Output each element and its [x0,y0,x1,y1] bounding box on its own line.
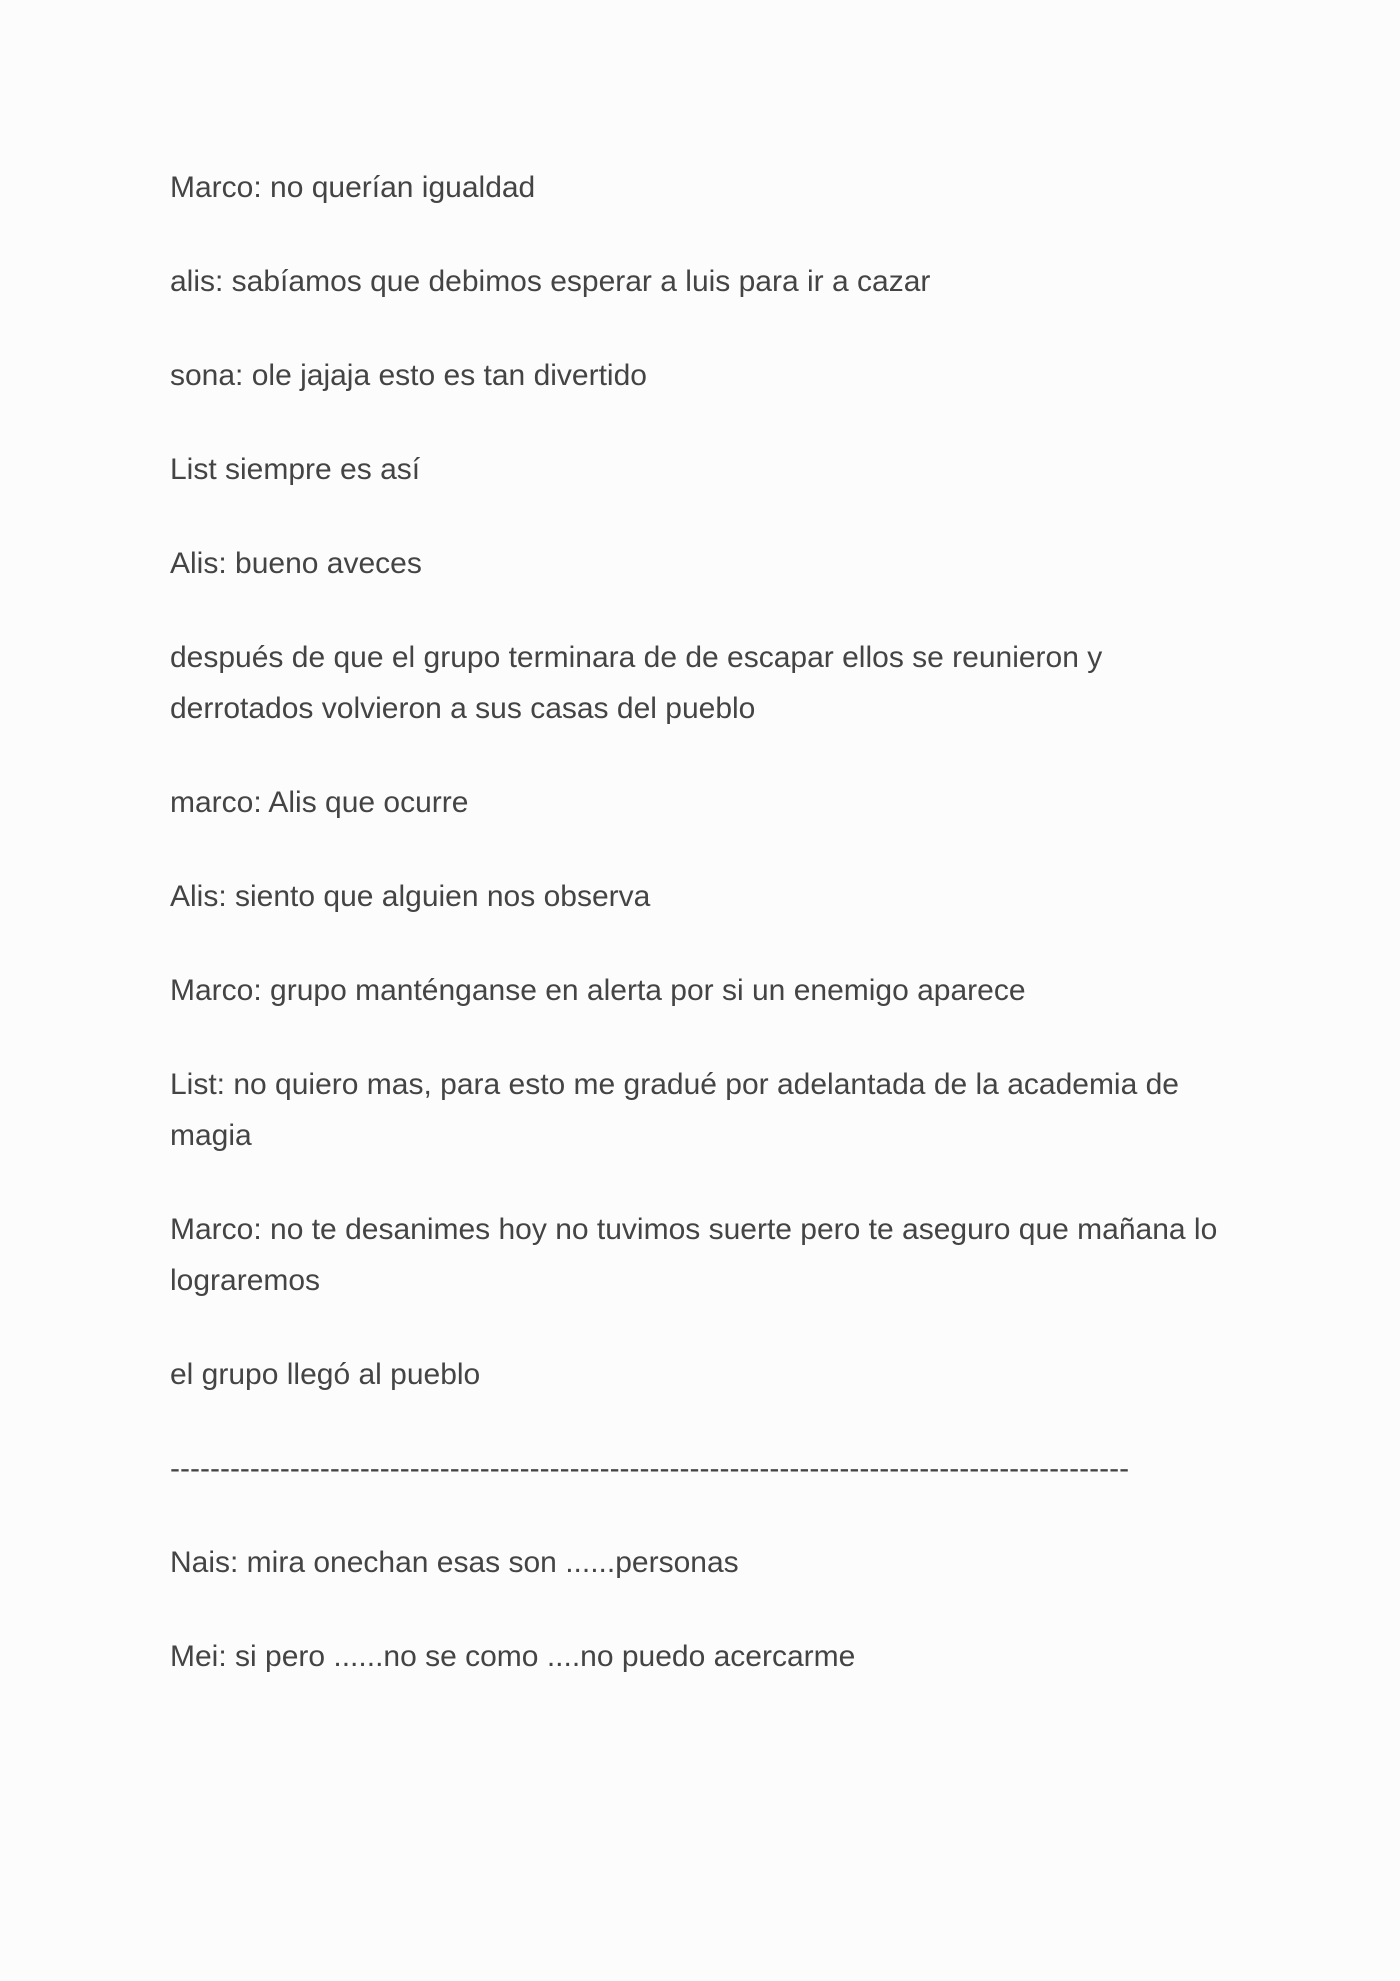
paragraph: Alis: bueno aveces [170,547,422,580]
paragraph: Alis: siento que alguien nos observa [170,880,651,913]
paragraph: List: no quiero mas, para esto me gradué por adelantada de la academia de magia [170,1068,1179,1152]
paragraph: List siempre es así [170,453,421,486]
paragraph: Marco: grupo manténganse en alerta por si un enemigo aparece [170,974,1026,1007]
paragraph: el grupo llegó al pueblo [170,1358,481,1391]
paragraph: Marco: no querían igualdad [170,171,536,204]
document-body [170,162,1230,1725]
dashed-separator: ------------------------------------------------------------------------------------------------ [170,1452,1130,1485]
paragraph: alis: sabíamos que debimos esperar a luis para ir a cazar [170,265,931,298]
paragraph: Mei: si pero ......no se como ....no puedo acercarme [170,1640,856,1673]
paragraph: marco: Alis que ocurre [170,786,469,819]
paragraph: Marco: no te desanimes hoy no tuvimos suerte pero te aseguro que mañana lo lograremos [170,1213,1218,1297]
paragraph: sona: ole jajaja esto es tan divertido [170,359,647,392]
paragraph: después de que el grupo terminara de de escapar ellos se reunieron y derrotados volvieron a sus casas del pueblo [170,641,1103,725]
paragraph: Nais: mira onechan esas son ......personas [170,1546,739,1579]
